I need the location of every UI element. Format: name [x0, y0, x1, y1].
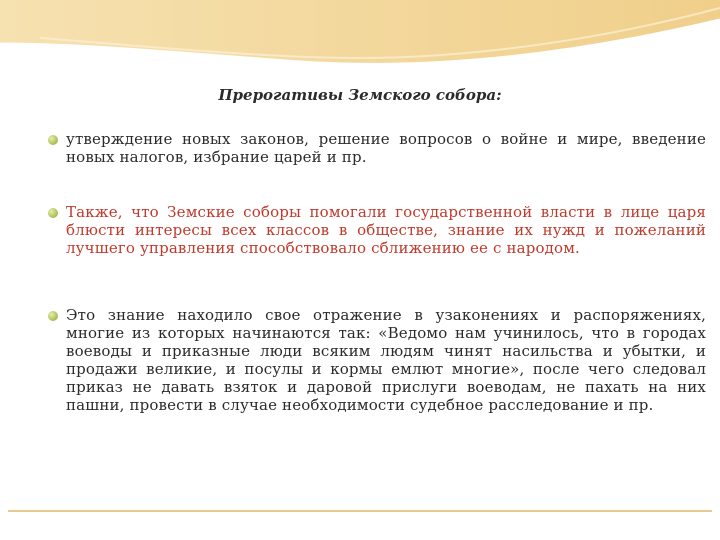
footer-divider [8, 510, 712, 512]
list-item [40, 306, 706, 414]
header-decoration [0, 0, 720, 70]
list-item [40, 203, 706, 257]
bullet-icon [48, 135, 58, 145]
bullet-icon [48, 311, 58, 321]
bullet-icon [48, 208, 58, 218]
list-item [40, 130, 706, 166]
slide-title: Прерогативы Земского собора: [218, 86, 502, 104]
bullet-text: утверждение новых законов, решение вопросов о войне и мире, введение новых налогов, избрание царей и пр. [66, 130, 706, 166]
bullet-text: Это знание находило свое отражение в узаконениях и распоряжениях, многие из которых начинаются так: «Ведомо нам учинилось, что в городах воеводы и приказные люди всяким людям чинят насильства и убытки, и продажи великие, и посулы и кормы емлют многие», после чего следовал приказ не давать взяток и даровой прислуги воеводам, не пахать на них пашни, провести в случае необходимости судебное расследование и пр. [66, 306, 706, 414]
bullet-text: Также, что Земские соборы помогали государственной власти в лице царя блюсти интересы всех классов в обществе, знание их нужд и пожеланий лучшего управления способствовало сближению ее с народом. [66, 203, 706, 257]
